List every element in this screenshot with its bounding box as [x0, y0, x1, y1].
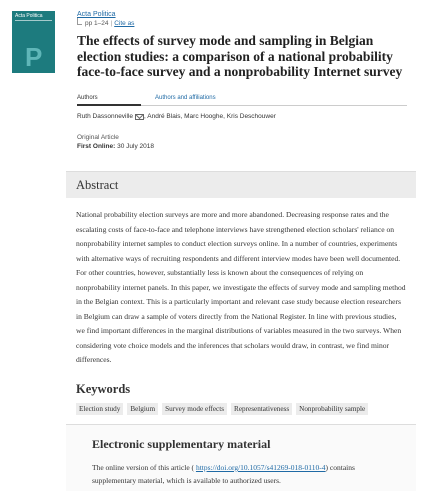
author-link-dassonneville[interactable]: Ruth Dassonneville: [77, 113, 134, 120]
doi-link[interactable]: https://doi.org/10.1057/s41269-018-0110-4: [195, 463, 326, 472]
keyword-tag[interactable]: Nonprobability sample: [296, 403, 368, 415]
tab-affiliations[interactable]: Authors and affiliations: [155, 95, 216, 101]
cover-journal-title: Acta Politica: [15, 13, 43, 19]
journal-cover-image[interactable]: [12, 11, 55, 73]
pages-row: [77, 16, 134, 27]
journal-link[interactable]: Acta Politica: [77, 11, 116, 18]
abstract-heading: Abstract: [76, 178, 119, 192]
author-list: [77, 113, 276, 120]
tree-connector-icon: [77, 18, 82, 25]
first-online-label: First Online:: [77, 143, 116, 150]
cover-logo-letter: P: [25, 42, 43, 72]
cite-as-link[interactable]: Cite as: [114, 20, 135, 27]
email-icon[interactable]: [135, 114, 144, 120]
keyword-tag[interactable]: Representativeness: [231, 403, 292, 415]
page-range: pp 1–24: [85, 20, 109, 27]
other-authors[interactable]: , André Blais, Marc Hooghe, Kris Deschouwer: [144, 113, 276, 120]
first-online: [77, 143, 154, 150]
keyword-tag[interactable]: Election study: [76, 403, 123, 415]
keyword-tag[interactable]: Belgium: [127, 403, 158, 415]
article-type: Original Article: [77, 134, 119, 141]
first-online-date: 30 July 2018: [117, 143, 154, 150]
keyword-list: [76, 403, 416, 415]
abstract-text: National probability election surveys are more and more abandoned. Decreasing response rates and the escalating costs of face-to-face and telephone interviews have strengthened election scholars' reliance on nonprobability internet samples to conduct election surveys online. In a number of countries, experiments with alternative ways of recruiting respondents and different interview modes have been well documented. For other countries, however, substantially less is known about the consequences of relying on nonprobability internet panels. In this paper, we investigate the effects of survey mode and sampling method in the Belgian context. This is a particularly important and relevant case study because election researchers in Belgium can draw a sample of voters directly from the National Register. In line with previous studies, we find important differences in the marginal distributions of variables measured in the two surveys. When considering vote choice models and the inferences that scholars would draw, in contrast, we find minor differences.: [76, 210, 406, 364]
supplementary-text-after: ) contains supplementary material, which is available to authorized users.: [92, 463, 355, 485]
supplementary-heading: Electronic supplementary material: [92, 437, 271, 451]
separator: |: [110, 20, 113, 27]
supplementary-text-before: The online version of this article (: [92, 463, 196, 472]
keywords-heading: Keywords: [76, 382, 131, 396]
author-tabs: [77, 92, 407, 106]
supplementary-text: [92, 461, 392, 487]
article-title: The effects of survey mode and sampling in Belgian election studies: a comparison of a national probability face-to-face survey and a nonprobability Internet survey: [77, 33, 403, 79]
abstract-header[interactable]: [66, 171, 416, 198]
tab-authors[interactable]: Authors: [77, 95, 141, 106]
keyword-tag[interactable]: Survey mode effects: [162, 403, 227, 415]
cover-divider: [15, 20, 52, 21]
